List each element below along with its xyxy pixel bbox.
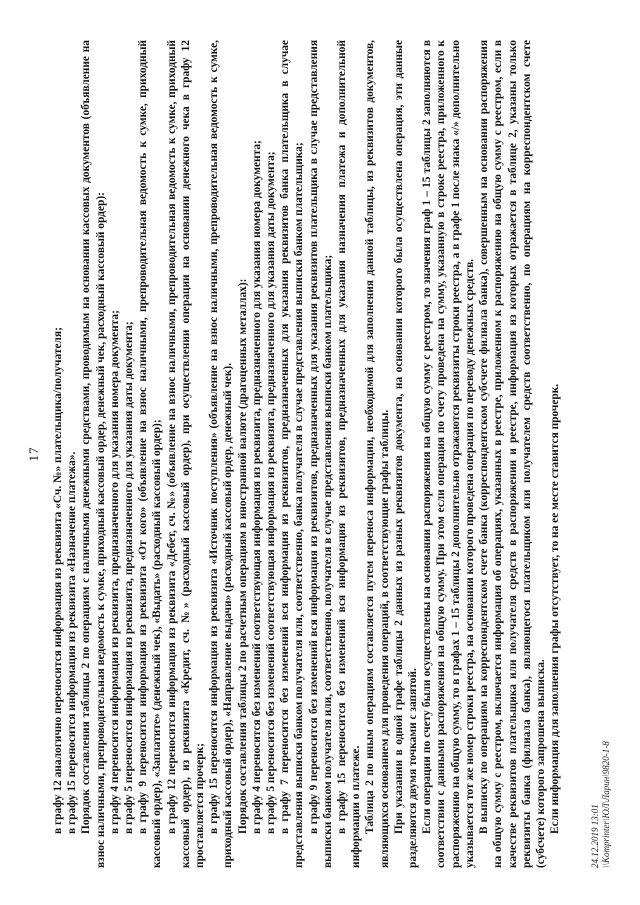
document-paragraph: в графу 4 переносится информация из реквизита, предназначенного для указания номера документа; (108, 310, 121, 834)
document-paragraph: В выписку по операциям на корреспондентском счете банка (корреспондентском субсчете филиала банка), совершенным на основании распоряжения на общую сумму с реестром, включается информация об операциях, указанных в реестре, приложенном к распоряжению на общую сумму с реестром, если в качестве реквизитов плательщика или получателя средств в распоряжении и реестре, информация из которых отражается в таблице 2, указаны только реквизиты банка (филиала банка), являющегося плательщиком или получателем средств соответственно, по операциям на корреспондентском счете (субсчете) которого запрошена выписка. (478, 40, 547, 868)
document-paragraph: в графу 15 переносится информация из реквизита «Назначение платежа». (66, 451, 79, 834)
document-paragraph: в графу 4 переносится без изменений соответствующая информация из реквизита, предназначенного для указания номера документа; (250, 140, 263, 834)
document-paragraph: При указании в одной графе таблицы 2 данных из разных реквизитов документа, на основании которого была осуществлена операция, эти данные разделяются двумя точками с запятой. (392, 40, 420, 868)
document-paragraph: Порядок составления таблицы 2 по расчетным операциям в иностранной валюте (драгоценных металлах): (236, 278, 249, 834)
document-paragraph: Если операции по счету были осуществлены на основании распоряжения на общую сумму с реестром, то значения граф 1 – 15 таблицы 2 заполняются в соответствии с данными распоряжения на общую сумму. При этом если операция по счету проведена на сумму, указанную в строке реестра, приложенного к распоряжению на общую сумму, то в графах 1 – 15 таблицы 2 дополнительно отражаются реквизиты строки реестра, а в графе 1 после знака «/» дополнительно указывается тот же номер строки реестра, на основании которого проведена операция по переводу денежных средств. (421, 40, 476, 868)
document-footer (590, 741, 612, 868)
document-paragraph: в графу 15 переносится без изменений вся информация из реквизитов, предназначенных для указания назначения платежа и дополнительной информации о платеже. (336, 40, 363, 868)
document-body (51, 40, 562, 868)
footer-timestamp: 24.12.2019 13:01 (590, 804, 600, 868)
document-paragraph: в графу 5 переносится без изменений соответствующая информация из реквизита, предназначенного для указания даты документа; (265, 151, 278, 834)
rotated-document-page (20, 20, 620, 890)
document-paragraph: в графу 12 аналогично переносится информация из реквизита «Сч. №» плательщика/получателя; (52, 327, 64, 834)
document-paragraph: Если информация для заполнения графы отсутствует, то на ее месте ставится прочерк. (549, 383, 562, 834)
document-paragraph: в графу 9 переносится без изменений вся информация из реквизитов, предназначенных для указания реквизитов плательщика в случае представления выписки банком получателя или, соответственно, получателя в случае представления выписки банком плательщика; (307, 40, 334, 868)
document-paragraph: в графу 15 переносится информация из реквизита «Источник поступления» (объявление на взнос наличными, препроводительная ведомость к сумке, приходный кассовый ордер), «Направление выдачи» (расходный кассовый ордер, денежный чек). (208, 40, 235, 868)
document-paragraph: Порядок составления таблицы 2 по операциям с наличными денежными средствами, проводимым на основании кассовых документов (объявление на взнос наличными, препроводительная ведомость к сумке, приходный кассовый ордер, денежный чек, расходный кассовый ордер): (80, 40, 107, 868)
document-paragraph: в графу 7 переносится без изменений вся информация из реквизитов, предназначенных для указания реквизитов банка плательщика в случае представления выписки банком получателя или, соответственно, банка получателя в случае представления выписки банком плательщика; (279, 40, 306, 868)
footer-file-path: \\Komprinter\ЮЛ\Ларин\9820-1-8 (601, 741, 611, 868)
document-paragraph: в графу 5 переносится информация из реквизита, предназначенного для указания даты документа; (123, 321, 136, 834)
page-number: 17 (26, 446, 41, 462)
document-paragraph: в графу 9 переносится информация из реквизита «От кого» (объявление на взнос наличными, препроводительная ведомость к сумке, приходный кассовый ордер), «Заплатите» (денежный чек), «Выдать» (расходный кассовый ордер); (137, 40, 164, 868)
document-paragraph: Таблица 2 по иным операциям составляется путем переноса информации, необходимой для заполнения данной таблицы, из реквизитов документов, являющихся основанием для проведения операций, в соответствующие графы таблицы. (364, 40, 391, 868)
document-paragraph: в графу 12 переносится информация из реквизита «Дебет, сч. №» (объявление на взнос наличными, препроводительная ведомость к сумке, приходный кассовый ордер), из реквизита «Кредит, сч. №» (расходный кассовый ордер), при осуществлении операции на основании денежного чека в графу 12 проставляется прочерк; (165, 40, 207, 868)
